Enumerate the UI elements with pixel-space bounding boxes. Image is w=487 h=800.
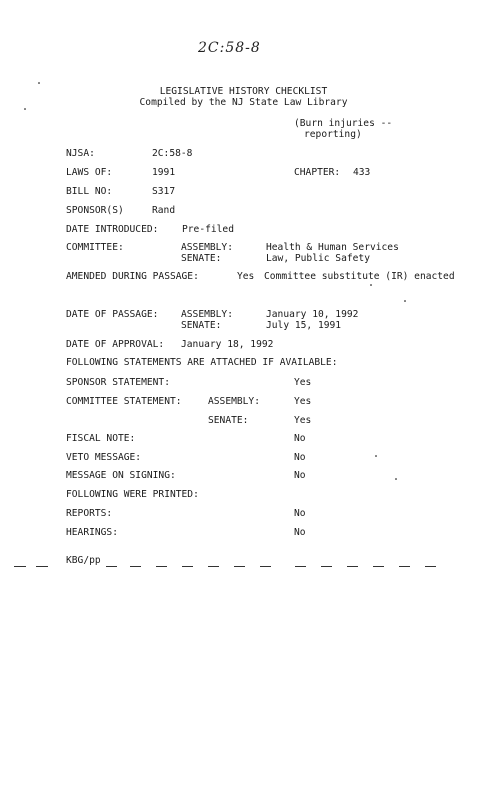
chapter-value: 433 bbox=[353, 167, 371, 178]
subject-line-1: (Burn injuries -- bbox=[294, 118, 393, 129]
committee-assembly-label: ASSEMBLY: bbox=[181, 242, 233, 253]
subject-line-2: reporting) bbox=[304, 129, 362, 140]
printed-heading: FOLLOWING WERE PRINTED: bbox=[66, 489, 199, 500]
laws-label: LAWS OF: bbox=[66, 167, 113, 178]
sponsor-statement-label: SPONSOR STATEMENT: bbox=[66, 377, 170, 388]
committee-statement-senate-value: Yes bbox=[294, 415, 312, 426]
fiscal-note-label: FISCAL NOTE: bbox=[66, 433, 136, 444]
committee-statement-assembly-label: ASSEMBLY: bbox=[208, 396, 260, 407]
sponsor-statement-value: Yes bbox=[294, 377, 312, 388]
committee-statement-label: COMMITTEE STATEMENT: bbox=[66, 396, 182, 407]
page-subtitle: Compiled by the NJ State Law Library bbox=[139, 97, 348, 108]
page-title: LEGISLATIVE HISTORY CHECKLIST bbox=[159, 86, 328, 97]
passage-senate-label: SENATE: bbox=[181, 320, 222, 331]
passage-label: DATE OF PASSAGE: bbox=[66, 309, 159, 320]
bill-value: S317 bbox=[152, 186, 176, 197]
sponsor-value: Rand bbox=[152, 205, 176, 216]
approval-label: DATE OF APPROVAL: bbox=[66, 339, 165, 350]
fiscal-note-value: No bbox=[294, 433, 306, 444]
veto-message-value: No bbox=[294, 452, 306, 463]
passage-senate-value: July 15, 1991 bbox=[266, 320, 342, 331]
sponsor-label: SPONSOR(S) bbox=[66, 205, 124, 216]
committee-statement-senate-label: SENATE: bbox=[208, 415, 249, 426]
signing-message-value: No bbox=[294, 470, 306, 481]
committee-label: COMMITTEE: bbox=[66, 242, 124, 253]
amended-note: Committee substitute (IR) enacted bbox=[264, 271, 455, 282]
approval-value: January 18, 1992 bbox=[181, 339, 274, 350]
hearings-value: No bbox=[294, 527, 306, 538]
reports-label: REPORTS: bbox=[66, 508, 113, 519]
signing-message-label: MESSAGE ON SIGNING: bbox=[66, 470, 176, 481]
bill-label: BILL NO: bbox=[66, 186, 113, 197]
committee-senate-label: SENATE: bbox=[181, 253, 222, 264]
passage-assembly-value: January 10, 1992 bbox=[266, 309, 359, 320]
njsa-label: NJSA: bbox=[66, 148, 95, 159]
introduced-value: Pre-filed bbox=[182, 224, 234, 235]
reports-value: No bbox=[294, 508, 306, 519]
amended-label: AMENDED DURING PASSAGE: bbox=[66, 271, 199, 282]
laws-value: 1991 bbox=[152, 167, 176, 178]
veto-message-label: VETO MESSAGE: bbox=[66, 452, 142, 463]
committee-senate-value: Law, Public Safety bbox=[266, 253, 370, 264]
statements-heading: FOLLOWING STATEMENTS ARE ATTACHED IF AVAILABLE: bbox=[66, 357, 338, 368]
introduced-label: DATE INTRODUCED: bbox=[66, 224, 159, 235]
hearings-label: HEARINGS: bbox=[66, 527, 118, 538]
footer-initials: KBG/pp bbox=[66, 555, 101, 566]
amended-value: Yes bbox=[237, 271, 255, 282]
committee-assembly-value: Health & Human Services bbox=[266, 242, 399, 253]
chapter-label: CHAPTER: bbox=[294, 167, 341, 178]
passage-assembly-label: ASSEMBLY: bbox=[181, 309, 233, 320]
committee-statement-assembly-value: Yes bbox=[294, 396, 312, 407]
handwritten-number: 2C:58-8 bbox=[198, 40, 261, 56]
njsa-value: 2C:58-8 bbox=[152, 148, 193, 159]
